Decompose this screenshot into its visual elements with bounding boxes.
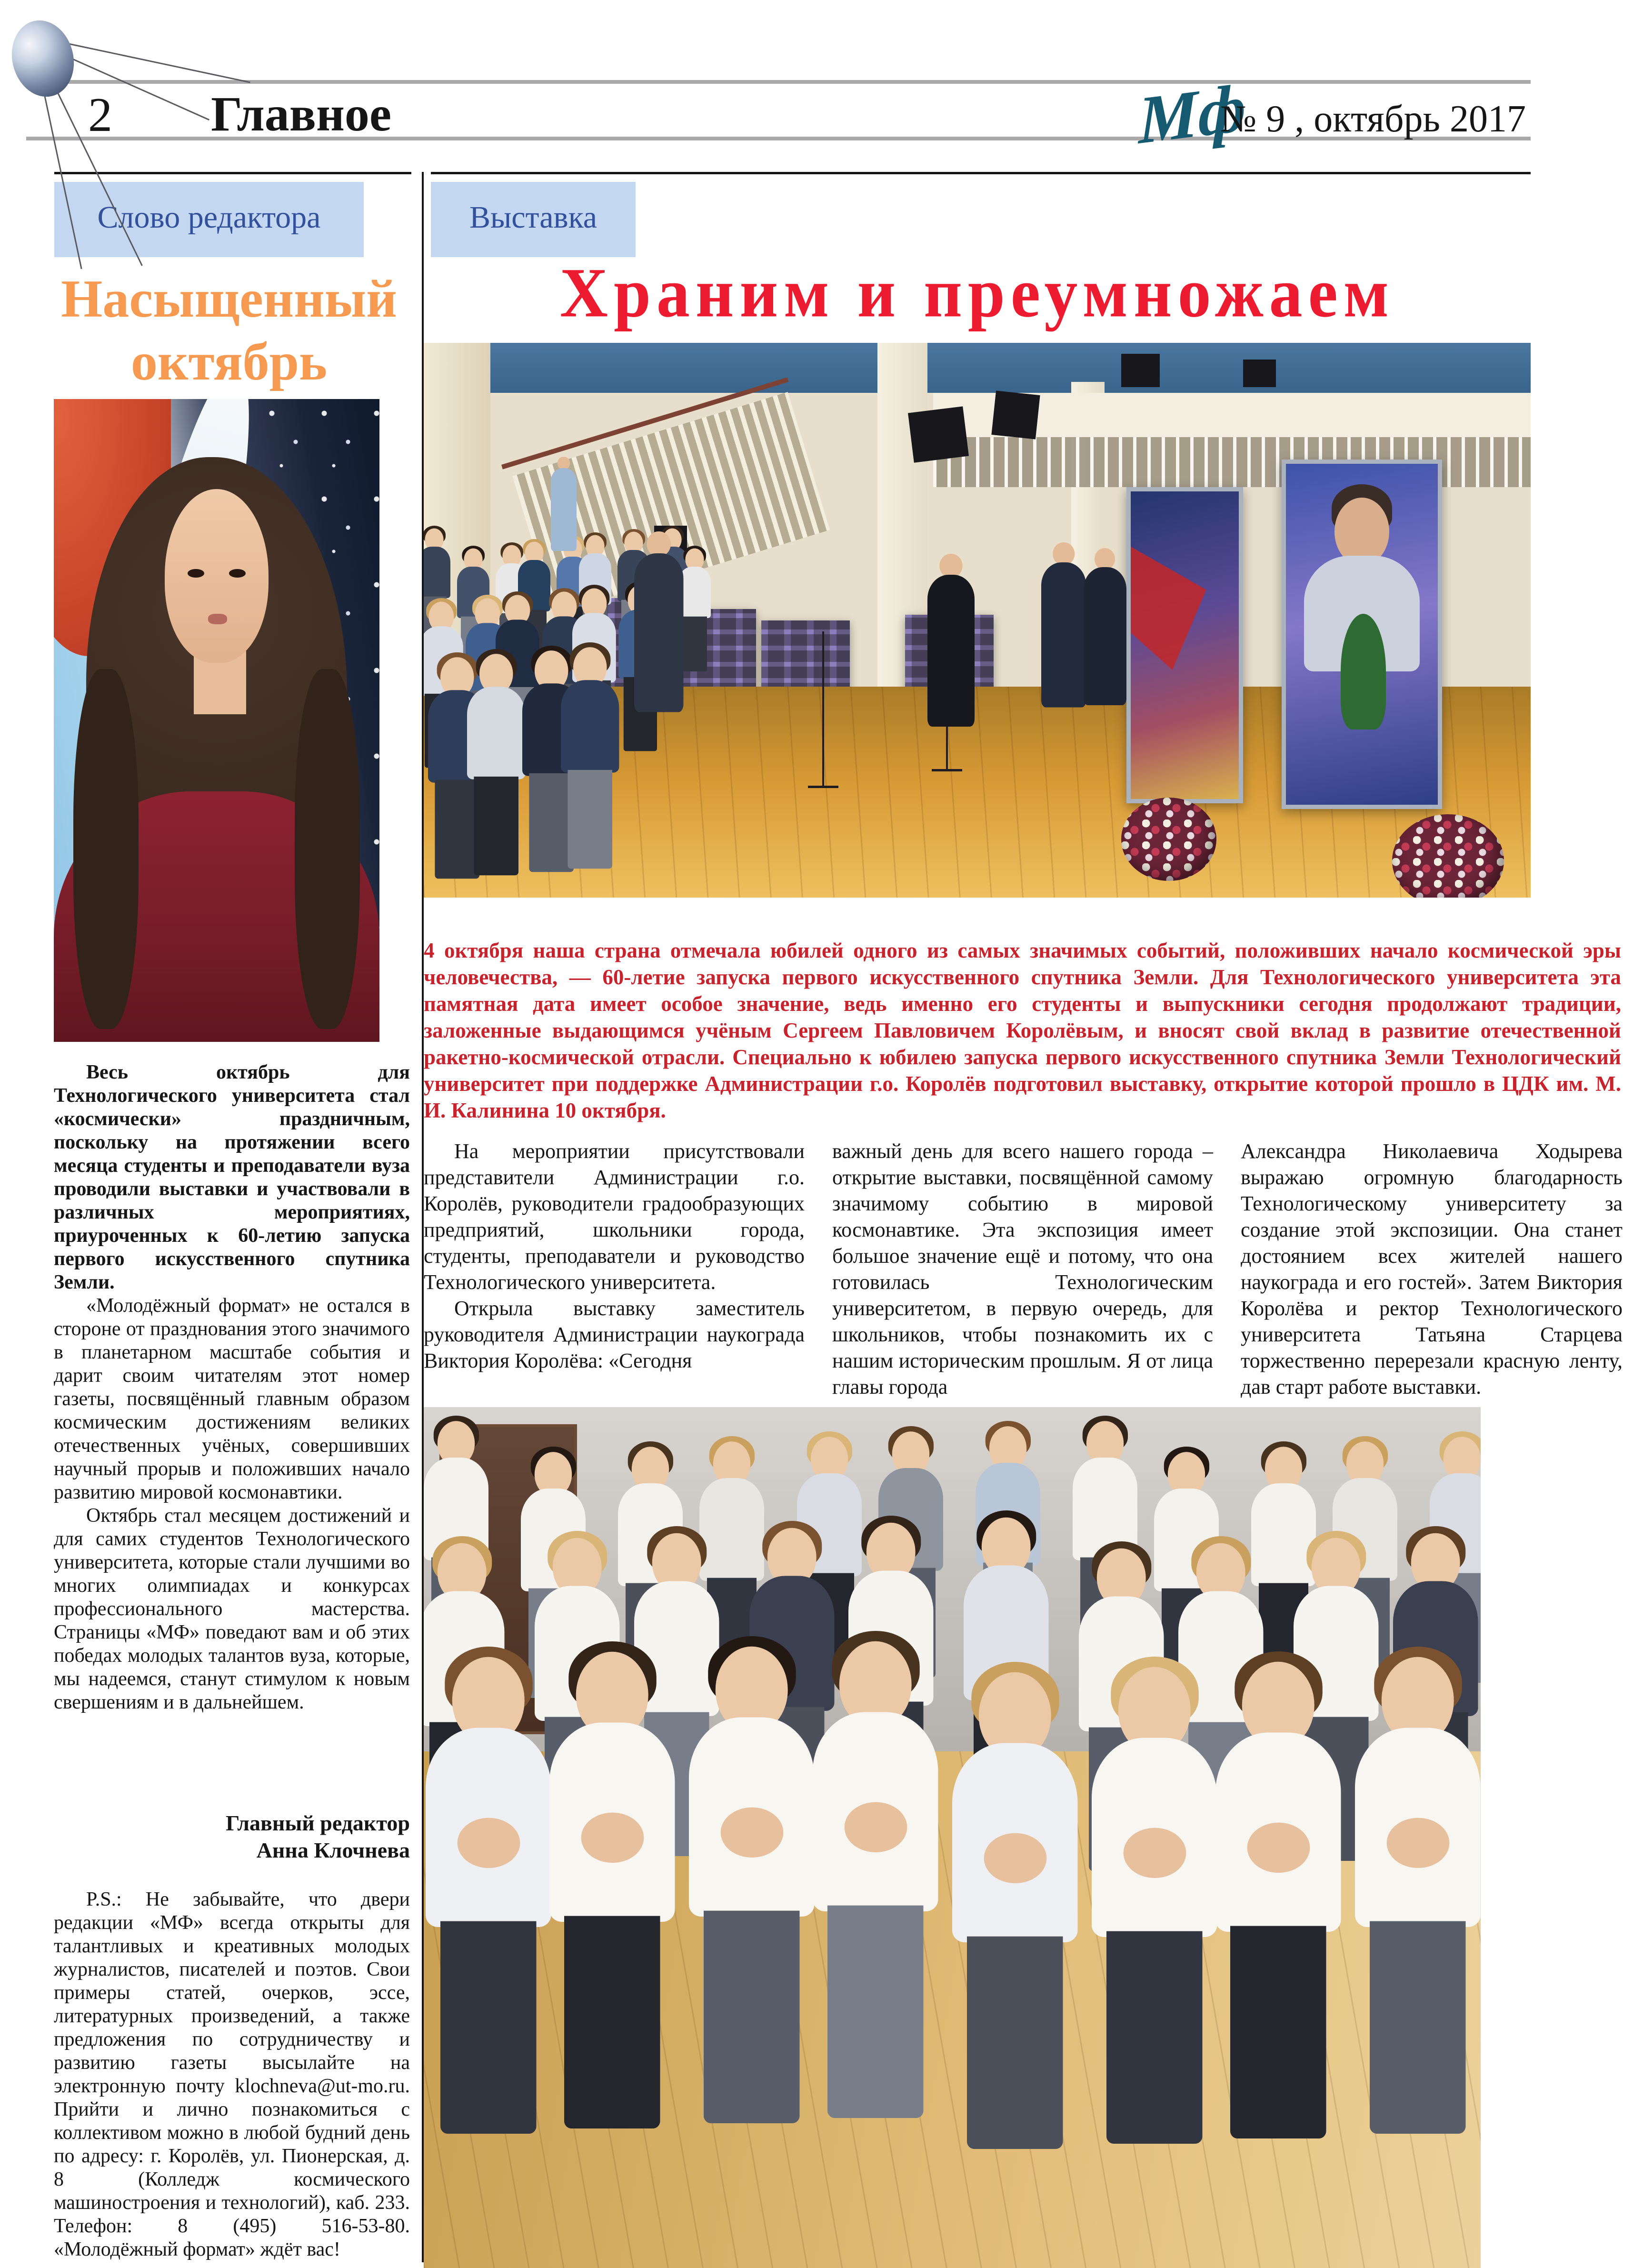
sputnik-antenna [65, 55, 209, 120]
header-rule-top [26, 80, 1531, 84]
mf-logo: Мф [1137, 69, 1247, 159]
person-figure [426, 1647, 551, 2134]
kicker-exhibition: Выставка [431, 182, 636, 257]
editor-paragraph: Октябрь стал месяцем достижений и для самих студентов Технологического университета, которые стали лучшими во многих олимпиадах и конкурсах профессионального мастерства. Страницы «МФ» поведают вам и об этих победах молодых талантов вуза, которые, мы надеемся, станут стимулом к новым свершениям и в дальнейшем. [54, 1505, 410, 1713]
article-paragraph: важный день для всего нашего города – открытие выставки, посвящённой самому значимому событию в мировой космонавтике. Эта экспозиция имеет большое значение ещё и потому, что она готовилась Технологическим университетом, в первую очередь, для школьников, чтобы познакомить их с нашим историческим прошлым. Я от лица главы города [832, 1139, 1213, 1399]
portrait-lips [208, 614, 227, 624]
page-number: 2 [88, 88, 112, 142]
schoolchildren-photo [424, 1407, 1481, 2268]
portrait-hair-strand [73, 669, 139, 1029]
woman-on-stairs-figure [551, 457, 577, 551]
article-column-2 [832, 1138, 1213, 1400]
signature-role: Главный редактор [226, 1811, 410, 1835]
person-figure [1355, 1647, 1481, 2134]
article-paragraph: Открыла выставку заместитель руководителя Администрации наукограда Виктория Королёва: «Сегодня [424, 1297, 805, 1372]
portrait-eye [229, 569, 246, 578]
sputnik-body [4, 14, 81, 103]
article-lead: 4 октября наша страна отмечала юбилей одного из самых значимых событий, положивших начало космической эры человечества, — 60-летие запуска первого искусственного спутника Земли. Для Технологического университета эта памятная дата имеет особое значение, ведь именно его студенты и выпускники сегодня продолжают традиции, заложенные выдающимся учёным Сергеем Павловичем Королёвым, и вносят свой вклад в развитие отечественной ракетно-космической отрасли. Специально к юбилею запуска первого искусственного спутника Земли Технологический университет при поддержке Администрации г.о. Королёв подготовил выставку, открытие которой прошло в ЦДК им. М. И. Калинина 10 октября. [424, 939, 1621, 1122]
exhibition-hall-photo [424, 343, 1531, 898]
editor-portrait-photo [54, 399, 379, 1042]
person-figure [467, 649, 525, 875]
person-figure [689, 1636, 815, 2123]
editor-signature [54, 1809, 410, 1864]
person-figure [952, 1662, 1078, 2149]
signature-name: Анна Клочнева [256, 1838, 410, 1862]
article-column-3 [1241, 1138, 1623, 1400]
person-figure [1215, 1651, 1341, 2138]
section-title: Главное [211, 87, 392, 141]
editor-postscript [54, 1888, 410, 2261]
portrait-eye [188, 569, 204, 578]
audience-crowd [424, 343, 1531, 898]
editor-body-text [54, 1061, 410, 1714]
cameraman-figure [634, 531, 684, 712]
article-paragraph: Александра Николаевича Ходырева выражаю огромную благодарность Технологическому университету за создание этой экспозиции. Она станет достоянием всех жителей нашего наукограда и его гостей». Затем Виктория Королёва и ректор Технологического университета Татьяна Старцева торжественно перерезали красную ленту, дав старт работе выставки. [1241, 1139, 1623, 1399]
editor-article-title: Насыщенный октябрь [61, 270, 397, 391]
suited-man-figure [1084, 548, 1126, 705]
suited-man-figure [1041, 542, 1086, 708]
sputnik-antenna [68, 43, 250, 83]
article-title: Храним и преумножаем [559, 253, 1395, 332]
article-paragraph: На мероприятии присутствовали представители Администрации г.о. Королёв, руководители градообразующих предприятий, школьники города, студенты, преподаватели и руководство Технологического университета. [424, 1139, 805, 1294]
speaker-figure [927, 554, 975, 727]
portrait-face [165, 489, 269, 663]
editor-paragraph: «Молодёжный формат» не остался в стороне от празднования этого значимого в планетарном масштабе события и дарит своим читателям этот номер газеты, посвящённый главным образом космическим достижениям великих отечественных учёных, совершивших научный прорыв и положивших начало развитию мировой космонавтики. [54, 1295, 410, 1503]
editor-column-top-border [54, 172, 411, 174]
editor-lead-paragraph: Весь октябрь для Технологического университета стал «космически» праздничным, поскольку на протяжении всего месяца студенты и преподаватели вуза проводили выставки и участвовали в различных мероприятиях, приуроченных к 60-летию запуска первого искусственного спутника Земли. [54, 1061, 410, 1293]
person-figure [813, 1631, 938, 2118]
sputnik-satellite-icon [7, 10, 111, 114]
article-column-1 [424, 1138, 805, 1374]
person-figure [1092, 1657, 1217, 2144]
postscript-paragraph: P.S.: Не забывайте, что двери редакции «МФ» всегда открыты для талантливых и креативных молодых журналистов, писателей и поэтов. Свои примеры статей, очерков, эссе, литературных произведений, а также предложения по сотрудничеству и развитию газеты высылайте на электронную почту klochneva@ut-mo.ru. Прийти и лично познакомиться с коллективом можно в любой будний день по адресу: г. Королёв, ул. Пионерская, д. 8 (Колледж космического машиностроения и технологий), каб. 233. Телефон: 8 (495) 516-53-80. «Молодёжный формат» ждёт вас! [54, 1888, 410, 2260]
portrait-hair-strand [295, 669, 360, 1029]
article-top-border [431, 172, 1531, 174]
person-figure [549, 1641, 675, 2128]
issue-date: № 9 , октябрь 2017 [1220, 98, 1526, 140]
kicker-editor: Слово редактора [54, 182, 364, 257]
person-figure [561, 642, 619, 869]
children-crowd [424, 1407, 1481, 2268]
